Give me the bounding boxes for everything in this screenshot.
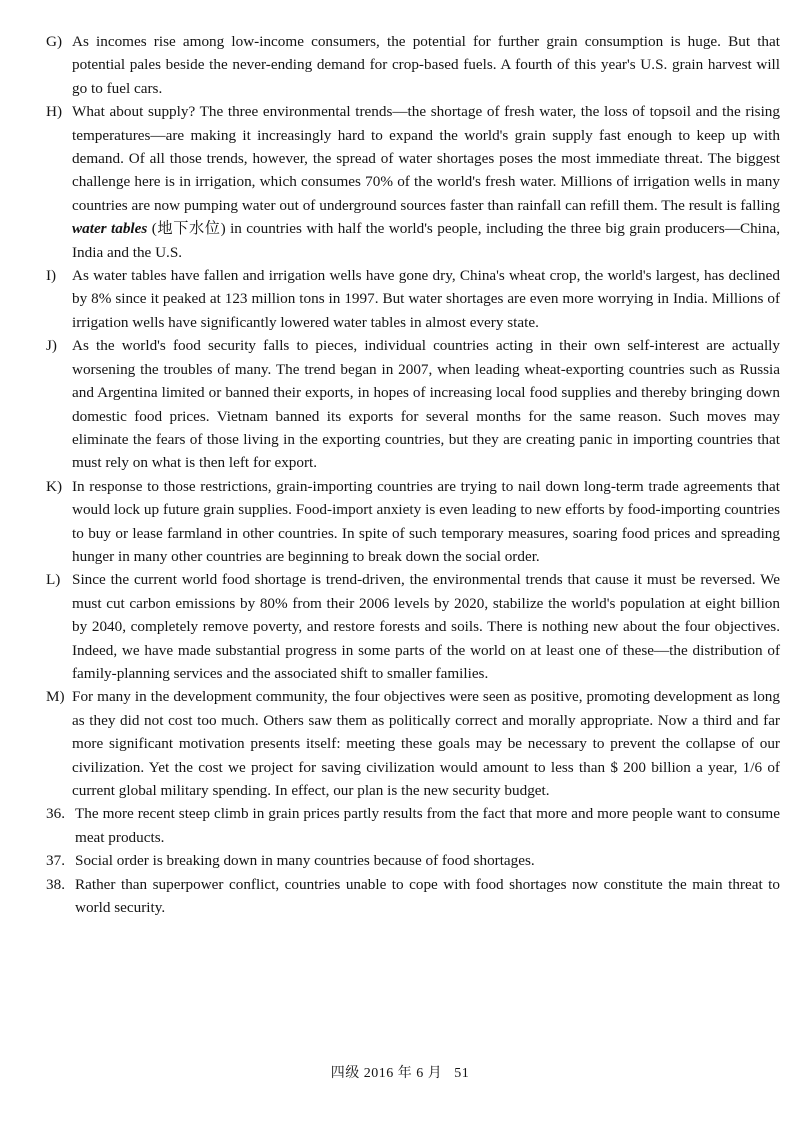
paragraph-text-part: What about supply? The three environmental trends—the shortage of fresh water, the loss of topsoil and the rising temperatures—are making it increasingly hard to expand the world's grain supply fast enough to keep up with demand. Of all those trends, however, the spread of water shortages poses the most immediate threat. The biggest challenge here is in irrigation, which consumes 70% of the world's fresh water. Millions of irrigation wells in many countries are now pumping water out of underground sources faster than rainfall can refill them. The result is falling [72,103,780,214]
paragraph-label: K) [46,477,63,495]
question-37 [46,849,780,872]
question-36 [46,802,780,849]
question-text: Social order is breaking down in many countries because of food shortages. [75,852,535,870]
paragraph-label: H) [46,103,63,121]
paragraph-text: In response to those restrictions, grain-importing countries are trying to nail down long-term trade agreements that would lock up future grain supplies. Food-import anxiety is even leading to new efforts by food-importing countries to buy or lease farmland in other countries. In spite of such temporary measures, soaring food prices and spreading hunger in many other countries are beginning to break down the social order. [72,477,780,565]
exam-session: 四级 2016 年 6 月 [330,1066,443,1081]
question-number: 38. [46,875,65,893]
paragraph-label: J) [46,337,57,355]
paragraph-m [46,685,780,802]
paragraph-label: M) [46,688,65,706]
paragraph-k [46,475,780,569]
question-38 [46,873,780,920]
page-number: 51 [454,1066,470,1081]
paragraph-text: For many in the development community, the four objectives were seen as positive, promoting development as long as they did not cost too much. Others saw them as politically correct and morally appropriate. Now a third and far more significant motivation presents itself: meeting these goals may be necessary to prevent the collapse of our civilization. Yet the cost we project for saving civilization would amount to less than $ 200 billion a year, 1/6 of current global military spending. In effect, our plan is the new security budget. [72,688,780,799]
paragraph-i [46,264,780,334]
paragraph-text: Since the current world food shortage is trend-driven, the environmental trends that cause it must be reversed. We must cut carbon emissions by 80% from their 2006 levels by 2020, stabilize the world's population at eight billion by 2040, completely remove poverty, and restore forests and soils. There is nothing new about the four objectives. Indeed, we have made substantial progress in some parts of the world on at least one of these—the distribution of family-planning services and the associated shift to smaller families. [72,571,780,682]
paragraph-text: As the world's food security falls to pieces, individual countries acting in their own self-interest are actually worsening the troubles of many. The trend began in 2007, when leading wheat-exporting countries such as Russia and Argentina limited or banned their exports, in hopes of increasing local food supplies and thereby bringing down domestic food prices. Vietnam banned its exports for several months for the same reason. Such moves may eliminate the fears of those living in the exporting countries, but they are creating panic in importing countries that must rely on what is then left for export. [72,337,780,472]
paragraph-l [46,568,780,685]
paragraph-j [46,334,780,474]
page-footer [0,1062,800,1085]
paragraph-label: I) [46,267,57,285]
term-gloss: (地下水位) [151,220,226,238]
key-term: water tables [72,220,148,238]
question-text: The more recent steep climb in grain prices partly results from the fact that more and more people want to consume meat products. [75,805,780,846]
paragraph-text-part: in countries with half the world's people, including the three big grain producers—China, India and the U.S. [72,220,781,261]
question-number: 36. [46,805,65,823]
passage-content [46,30,780,919]
question-number: 37. [46,852,65,870]
question-text: Rather than superpower conflict, countries unable to cope with food shortages now constitute the main threat to world security. [75,875,780,917]
paragraph-text: As incomes rise among low-income consumers, the potential for further grain consumption is huge. But that potential pales beside the never-ending demand for crop-based fuels. A fourth of this year's U.S. grain harvest will go to fuel cars. [72,33,780,97]
paragraph-h [46,100,780,264]
paragraph-label: L) [46,571,61,589]
paragraph-label: G) [46,33,63,50]
paragraph-text [72,100,780,264]
paragraph-g [46,30,780,100]
paragraph-text: As water tables have fallen and irrigation wells have gone dry, China's wheat crop, the world's largest, has declined by 8% since it peaked at 123 million tons in 1997. But water shortages are even more worrying in India. Millions of irrigation wells have significantly lowered water tables in almost every state. [72,267,780,331]
